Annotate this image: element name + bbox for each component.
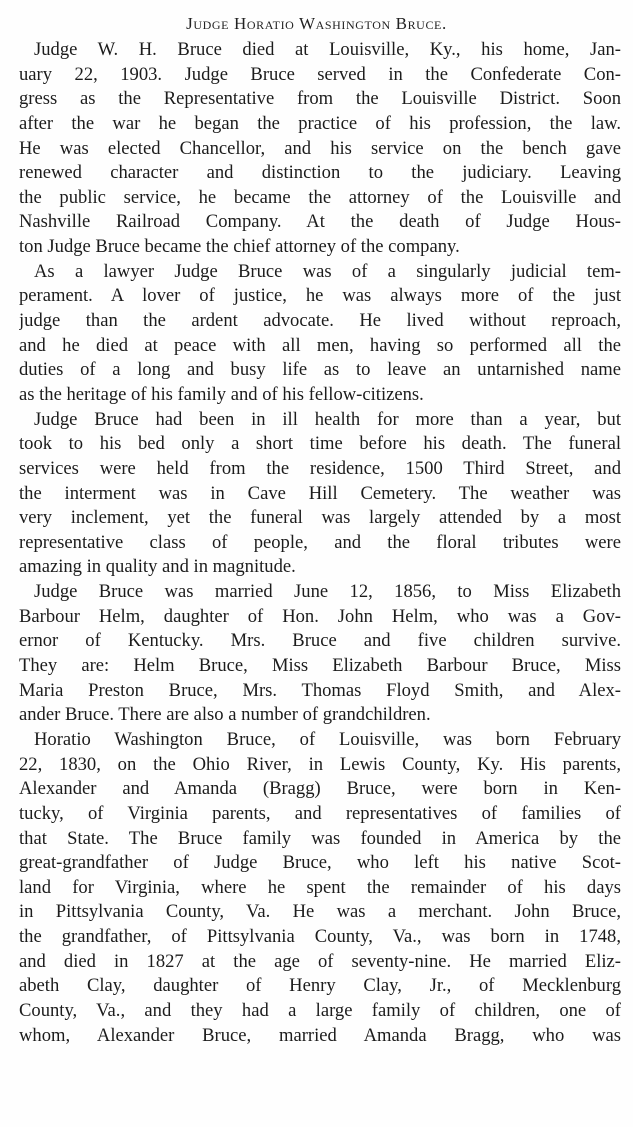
text-line: renewed character and distinction to the judiciary. Leaving xyxy=(19,162,621,184)
text-line: ton Judge Bruce became the chief attorney of the company. xyxy=(19,236,460,258)
text-line: and died in 1827 at the age of seventy-nine. He married Eliz- xyxy=(19,950,621,972)
text-line: County, Va., and they had a large family of children, one of xyxy=(19,999,621,1021)
text-line: that State. The Bruce family was founded in America by the xyxy=(19,827,621,849)
text-line: perament. A lover of justice, he was always more of the just xyxy=(19,285,621,307)
text-line: representative class of people, and the floral tributes were xyxy=(19,531,621,553)
text-line: Maria Preston Bruce, Mrs. Thomas Floyd Smith, and Alex- xyxy=(19,679,621,701)
text-line: judge than the ardent advocate. He lived without reproach, xyxy=(19,310,621,332)
text-line: Alexander and Amanda (Bragg) Bruce, were born in Ken- xyxy=(19,778,621,800)
text-line: Nashville Railroad Company. At the death of Judge Hous- xyxy=(19,211,621,233)
text-line: They are: Helm Bruce, Miss Elizabeth Barbour Bruce, Miss xyxy=(19,655,621,677)
text-line: Horatio Washington Bruce, of Louisville, was born February xyxy=(34,728,621,750)
text-line: He was elected Chancellor, and his service on the bench gave xyxy=(19,137,621,159)
text-line: duties of a long and busy life as to leave an untarnished name xyxy=(19,359,621,381)
text-line: very inclement, yet the funeral was largely attended by a most xyxy=(19,507,621,529)
text-line: amazing in quality and in magnitude. xyxy=(19,556,296,578)
text-line: the public service, he became the attorney of the Louisville and xyxy=(19,186,621,208)
text-line: ander Bruce. There are also a number of grandchildren. xyxy=(19,704,431,726)
text-line: whom, Alexander Bruce, married Amanda Bragg, who was xyxy=(19,1024,621,1046)
text-line: as the heritage of his family and of his fellow-citizens. xyxy=(19,383,424,405)
text-line: Judge W. H. Bruce died at Louisville, Ky., his home, Jan- xyxy=(34,39,621,60)
text-line: services were held from the residence, 1500 Third Street, and xyxy=(19,457,621,479)
text-line: after the war he began the practice of his profession, the law. xyxy=(19,112,621,134)
text-line: tucky, of Virginia parents, and representatives of families of xyxy=(19,802,621,824)
text-line: the grandfather, of Pittsylvania County, Va., was born in 1748, xyxy=(19,926,621,948)
text-line: As a lawyer Judge Bruce was of a singularly judicial tem- xyxy=(34,260,621,282)
text-line: in Pittsylvania County, Va. He was a merchant. John Bruce, xyxy=(19,901,621,923)
text-line: Judge Bruce was married June 12, 1856, to Miss Elizabeth xyxy=(34,581,621,603)
text-line: Judge Bruce had been in ill health for more than a year, but xyxy=(34,408,621,430)
text-line: uary 22, 1903. Judge Bruce served in the Confederate Con- xyxy=(19,63,621,85)
body-text xyxy=(19,38,621,1048)
text-line: the interment was in Cave Hill Cemetery. The weather was xyxy=(19,482,621,504)
text-line: ernor of Kentucky. Mrs. Bruce and five children survive. xyxy=(19,630,621,652)
text-line: gress as the Representative from the Louisville District. Soon xyxy=(19,88,621,110)
page-title: Judge Horatio Washington Bruce. xyxy=(186,14,447,33)
text-line: 22, 1830, on the Ohio River, in Lewis County, Ky. His parents, xyxy=(19,753,621,775)
text-line: great-grandfather of Judge Bruce, who left his native Scot- xyxy=(19,852,621,874)
text-line: land for Virginia, where he spent the remainder of his days xyxy=(19,876,621,898)
text-line: abeth Clay, daughter of Henry Clay, Jr., of Mecklenburg xyxy=(19,975,621,997)
text-line: Barbour Helm, daughter of Hon. John Helm, who was a Gov- xyxy=(19,605,621,627)
text-line: took to his bed only a short time before his death. The funeral xyxy=(19,433,621,455)
text-line: and he died at peace with all men, having so performed all the xyxy=(19,334,621,356)
